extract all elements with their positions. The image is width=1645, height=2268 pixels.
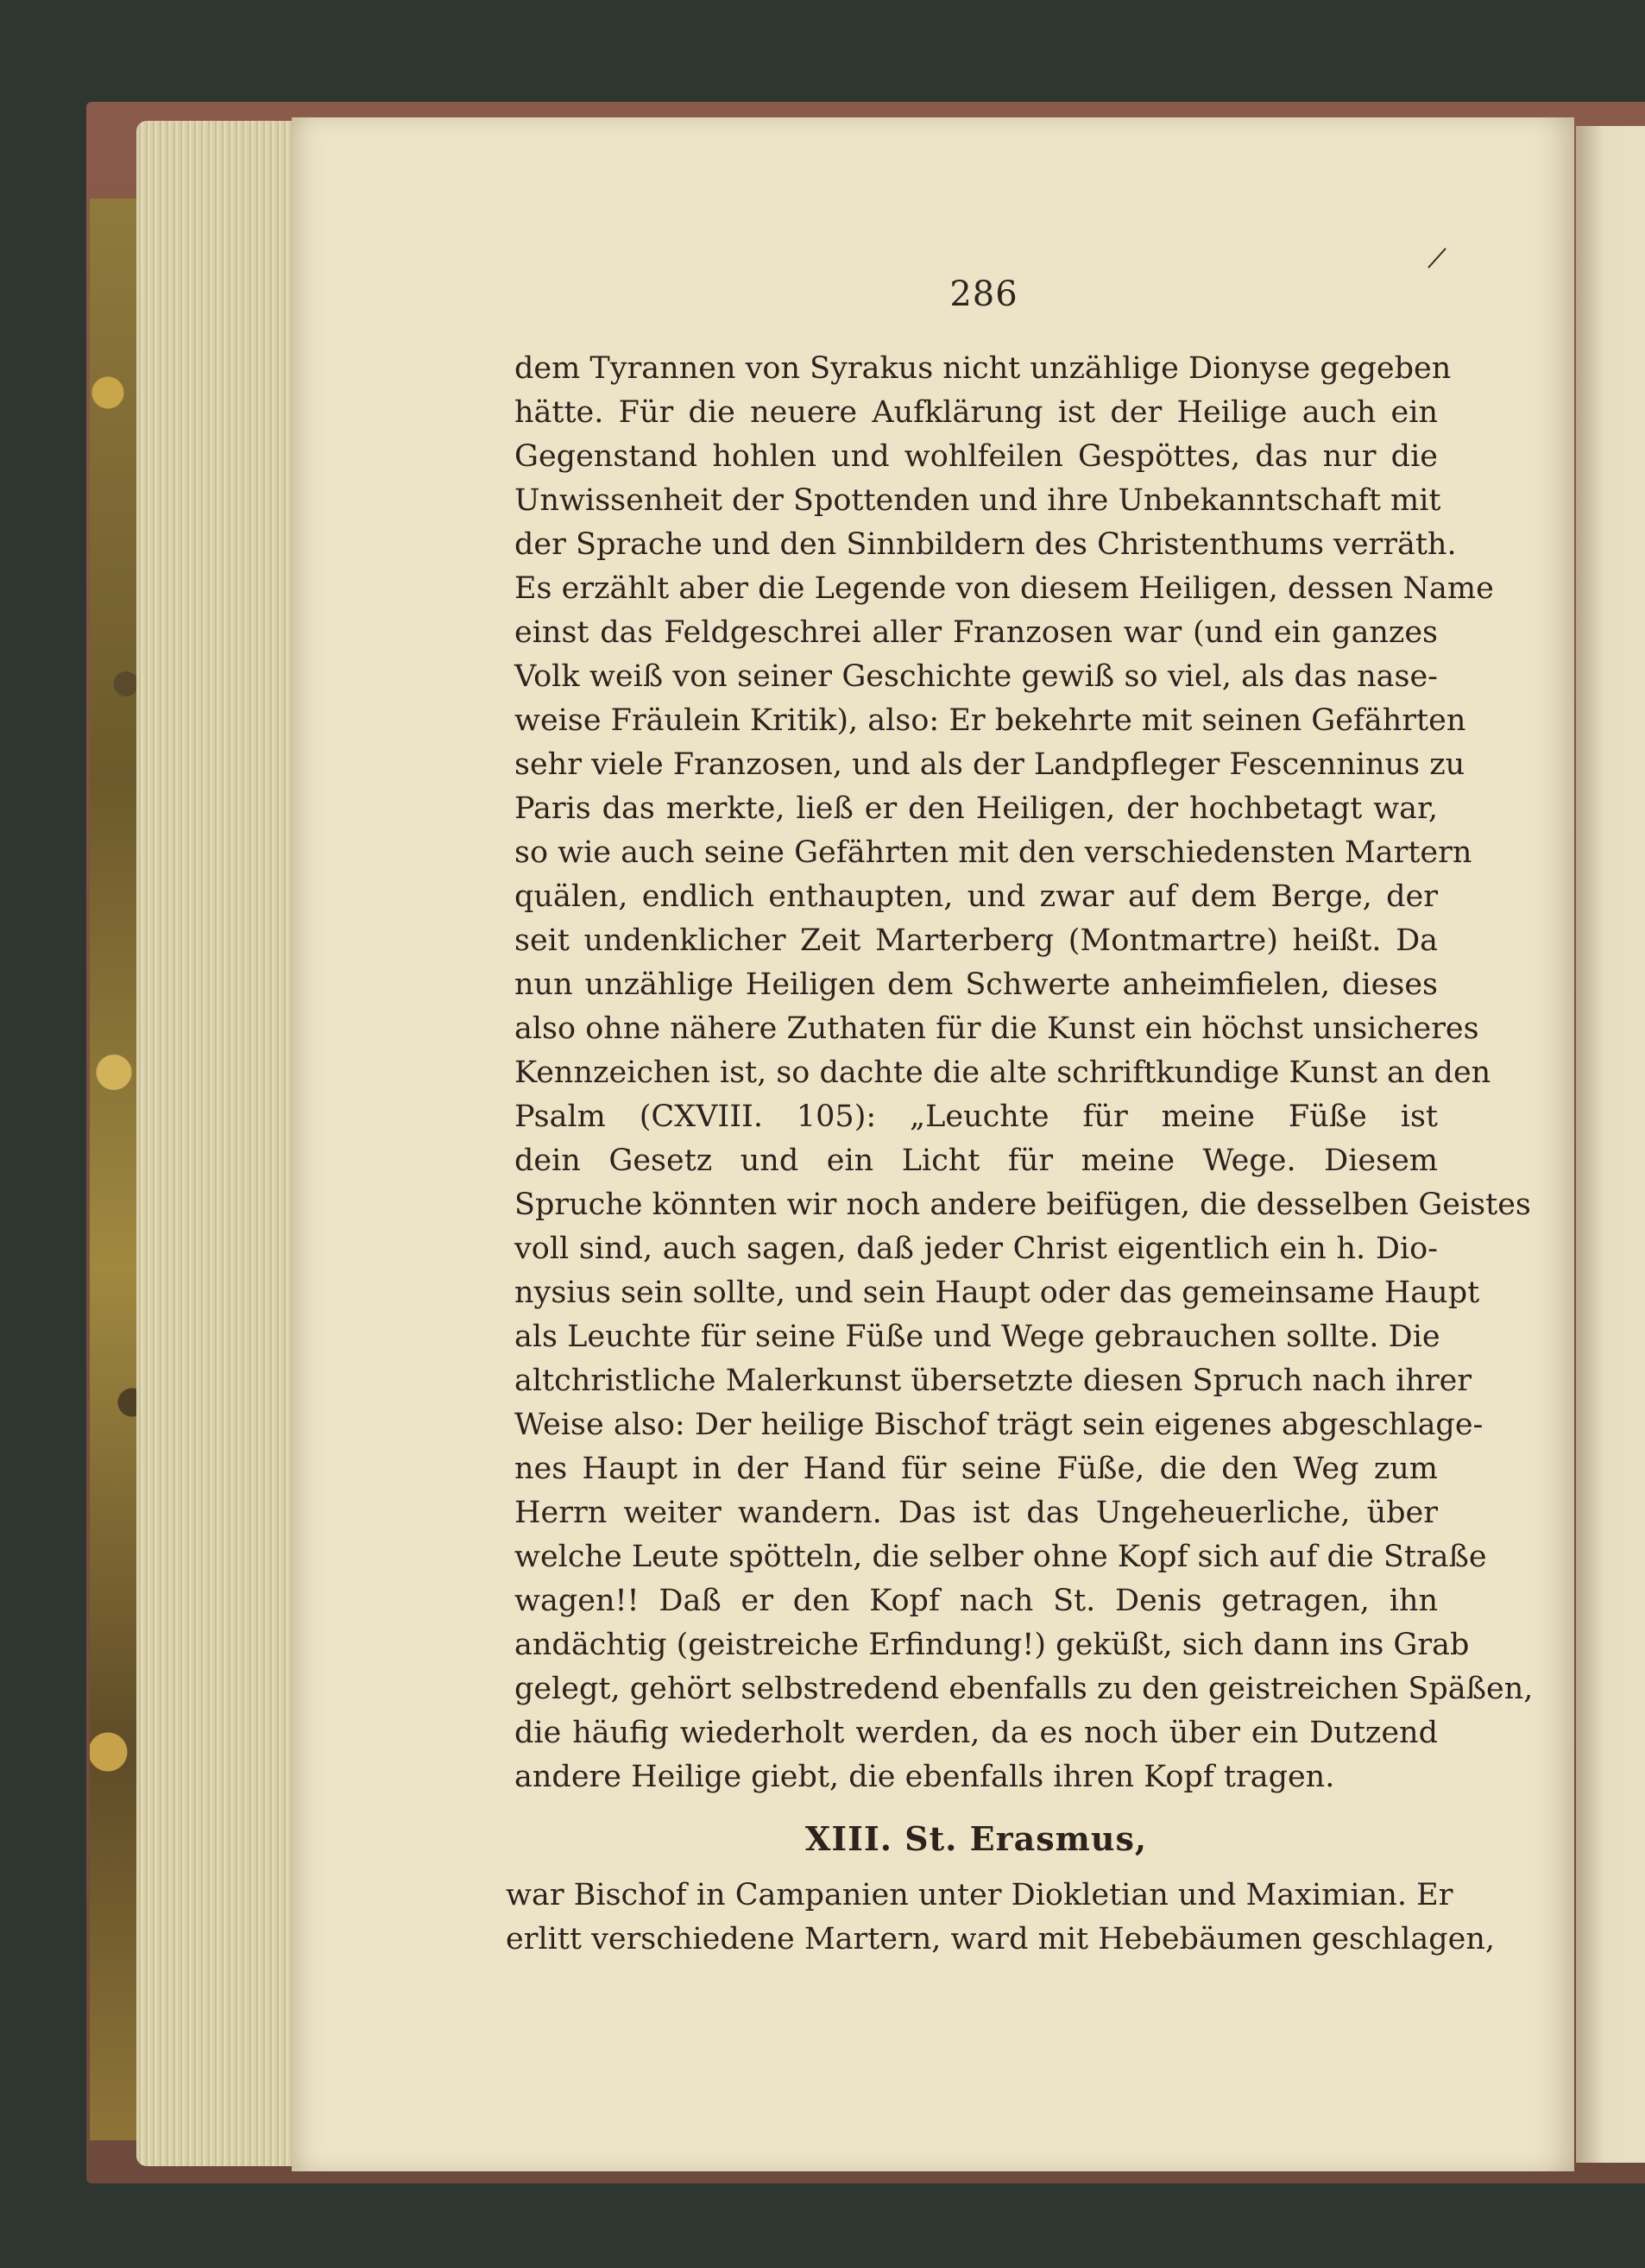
text-line: Weise also: Der heilige Bischof trägt sein eigenes abgeschlage-	[514, 1408, 1484, 1442]
page-number: 286	[949, 274, 1018, 314]
text-line: voll sind, auch sagen, daß jeder Christ eigentlich ein h. Dio-	[514, 1232, 1438, 1266]
text-line: nun unzählige Heiligen dem Schwerte anheimfielen, dieses	[514, 967, 1438, 1002]
text-line: weise Fräulein Kritik), also: Er bekehrte mit seinen Gefährten	[514, 703, 1466, 738]
text-line: seit undenklicher Zeit Marterberg (Montmartre) heißt. Da	[514, 923, 1438, 958]
text-line: welche Leute spötteln, die selber ohne Kopf sich auf die Straße	[514, 1540, 1487, 1574]
text-line: also ohne nähere Zuthaten für die Kunst ein höchst unsicheres	[514, 1011, 1479, 1046]
text-line: nysius sein sollte, und sein Haupt oder das gemeinsame Haupt	[514, 1276, 1480, 1310]
page-edges	[136, 121, 300, 2166]
facing-page-edge	[1576, 126, 1645, 2163]
text-line: Es erzählt aber die Legende von diesem Heiligen, dessen Name	[514, 571, 1494, 606]
text-line: Kennzeichen ist, so dachte die alte schriftkundige Kunst an den	[514, 1055, 1491, 1090]
text-line: erlitt verschiedene Martern, ward mit Hebebäumen geschlagen,	[506, 1922, 1496, 1956]
text-line: altchristliche Malerkunst übersetzte diesen Spruch nach ihrer	[514, 1364, 1472, 1398]
text-line: Volk weiß von seiner Geschichte gewiß so viel, als das nase-	[514, 659, 1438, 694]
text-line: Unwissenheit der Spottenden und ihre Unbekanntschaft mit	[514, 483, 1441, 518]
text-line: einst das Feldgeschrei aller Franzosen war (und ein ganzes	[514, 615, 1438, 650]
section-text	[506, 1874, 1496, 1962]
text-line: andere Heilige giebt, die ebenfalls ihren Kopf tragen.	[514, 1760, 1335, 1794]
text-line: die häufig wiederholt werden, da es noch über ein Dutzend	[514, 1716, 1438, 1750]
text-line: wagen!! Daß er den Kopf nach St. Denis getragen, ihn	[514, 1584, 1438, 1618]
text-line: Herrn weiter wandern. Das ist das Ungeheuerliche, über	[514, 1496, 1438, 1530]
text-line: quälen, endlich enthaupten, und zwar auf dem Berge, der	[514, 879, 1438, 914]
text-line: gelegt, gehört selbstredend ebenfalls zu den geistreichen Späßen,	[514, 1672, 1534, 1706]
text-line: so wie auch seine Gefährten mit den verschiedensten Martern	[514, 835, 1472, 870]
text-line: andächtig (geistreiche Erfindung!) geküßt, sich dann ins Grab	[514, 1628, 1470, 1662]
text-line: dein Gesetz und ein Licht für meine Wege. Diesem	[514, 1143, 1438, 1178]
text-line: der Sprache und den Sinnbildern des Christenthums verräth.	[514, 527, 1457, 562]
text-line: Paris das merkte, ließ er den Heiligen, der hochbetagt war,	[514, 791, 1438, 826]
text-line: Spruche könnten wir noch andere beifügen, die desselben Geistes	[514, 1188, 1531, 1222]
section-heading: XIII. St. Erasmus,	[804, 1819, 1148, 1858]
text-line: als Leuchte für seine Füße und Wege gebrauchen sollte. Die	[514, 1320, 1440, 1354]
body-text	[514, 347, 1534, 1799]
text-line: dem Tyrannen von Syrakus nicht unzählige Dionyse gegeben	[514, 351, 1452, 386]
text-line: Psalm (CXVIII. 105): „Leuchte für meine Füße ist	[514, 1099, 1438, 1134]
text-line: sehr viele Franzosen, und als der Landpfleger Fescenninus zu	[514, 747, 1465, 782]
text-line: Gegenstand hohlen und wohlfeilen Gespöttes, das nur die	[514, 439, 1438, 474]
text-line: hätte. Für die neuere Aufklärung ist der Heilige auch ein	[514, 395, 1438, 430]
text-line: war Bischof in Campanien unter Diokletian und Maximian. Er	[506, 1878, 1453, 1912]
text-line: nes Haupt in der Hand für seine Füße, die den Weg zum	[514, 1452, 1438, 1486]
